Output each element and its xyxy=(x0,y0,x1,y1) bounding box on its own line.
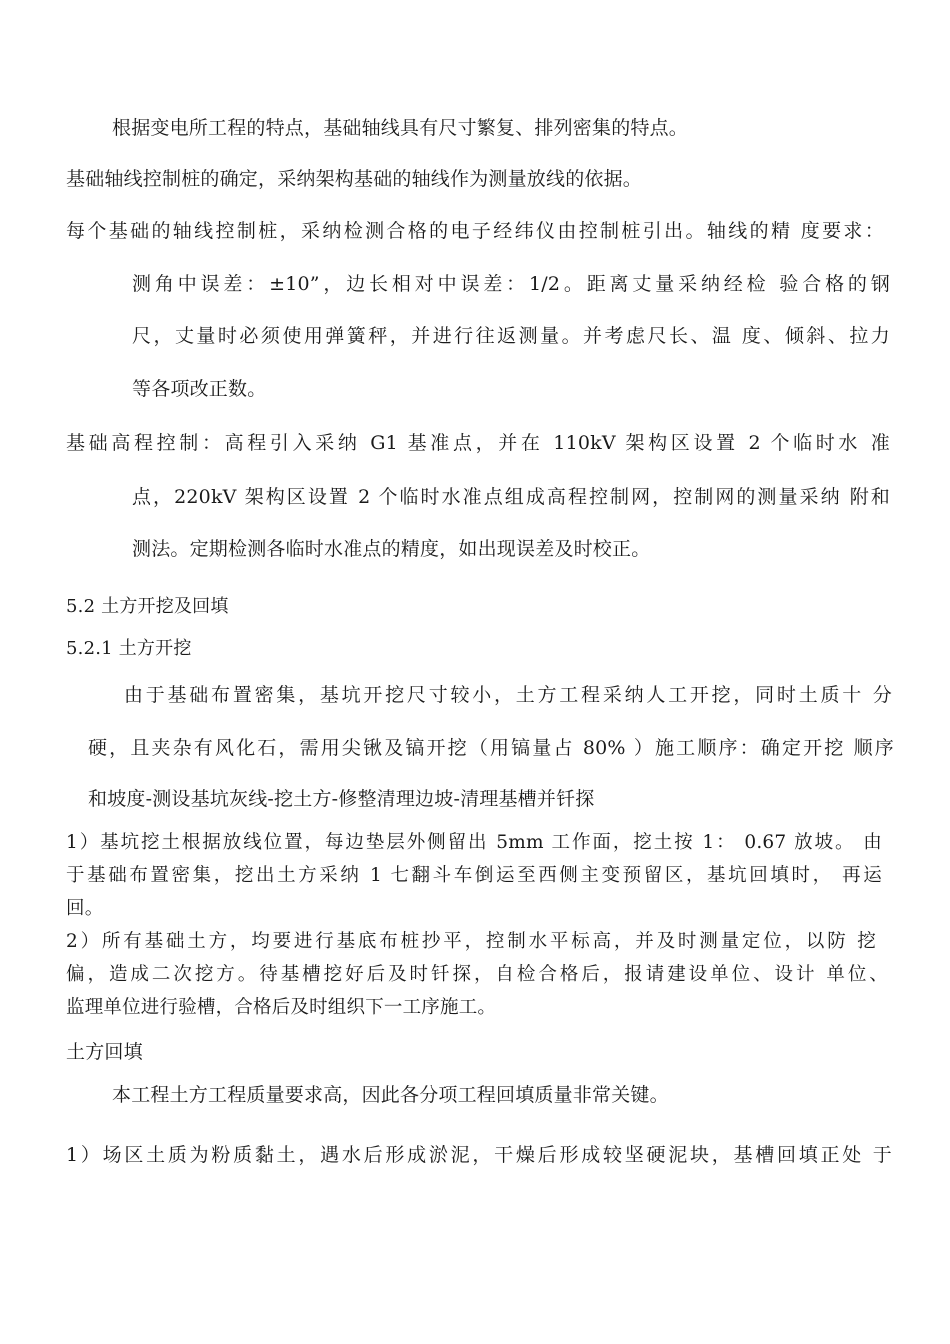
paragraph-line: 监理单位进行验槽，合格后及时组织下一工序施工。 xyxy=(66,997,497,1018)
paragraph-line: 2）所有基础土方，均要进行基底布桩抄平，控制水平标高，并及时测量定位，以防 挖 xyxy=(66,931,876,952)
subsection-heading: 5.2.1 土方开挖 xyxy=(66,638,192,659)
section-heading: 土方回填 xyxy=(66,1041,143,1063)
paragraph-line: 等各项改正数。 xyxy=(132,378,267,400)
paragraph-line: 根据变电所工程的特点，基础轴线具有尺寸繁复、排列密集的特点。 xyxy=(112,117,689,139)
paragraph-line: 本工程土方工程质量要求高，因此各分项工程回填质量非常关键。 xyxy=(112,1084,669,1106)
paragraph-line: 测角中误差：±10”，边长相对中误差：1/2。距离丈量采纳经检 验合格的钢 xyxy=(132,273,890,295)
paragraph-line: 1）基坑挖土根据放线位置，每边垫层外侧留出 5mm 工作面，挖土按 1： 0.67 放坡。 由 xyxy=(66,832,882,853)
paragraph-line: 尺，丈量时必须使用弹簧秤，并进行往返测量。并考虑尺长、温 度、倾斜、拉力 xyxy=(132,325,890,347)
paragraph-line: 硬，且夹杂有风化石，需用尖锹及镐开挖（用镐量占 80% ）施工顺序：确定开挖 顺序 xyxy=(88,737,894,759)
paragraph-line: 每个基础的轴线控制桩，采纳检测合格的电子经纬仪由控制桩引出。轴线的精 度要求： xyxy=(66,220,884,242)
paragraph-line: 于基础布置密集，挖出土方采纳 1 七翻斗车倒运至西侧主变预留区，基坑回填时， 再运 xyxy=(66,865,882,886)
paragraph-line: 和坡度-测设基坑灰线-挖土方-修整清理边坡-清理基槽并钎探 xyxy=(88,788,595,810)
paragraph-line: 测法。定期检测各临时水准点的精度，如出现误差及时校正。 xyxy=(132,538,651,560)
paragraph-line: 1）场区土质为粉质黏土，遇水后形成淤泥，干燥后形成较坚硬泥块，基槽回填正处 于 xyxy=(66,1144,892,1166)
paragraph-line: 偏，造成二次挖方。待基槽挖好后及时钎探，自检合格后，报请建设单位、设计 单位、 xyxy=(66,964,888,985)
paragraph-line: 回。 xyxy=(66,898,104,919)
paragraph-line: 基础高程控制：高程引入采纳 G1 基准点，并在 110kV 架构区设置 2 个临时水 准 xyxy=(66,432,890,454)
section-heading: 5.2 土方开挖及回填 xyxy=(66,596,229,617)
paragraph-line: 基础轴线控制桩的确定，采纳架构基础的轴线作为测量放线的依据。 xyxy=(66,168,643,190)
paragraph-line: 点，220kV 架构区设置 2 个临时水准点组成高程控制网，控制网的测量采纳 附和 xyxy=(132,486,890,508)
paragraph-line: 由于基础布置密集，基坑开挖尺寸较小，土方工程采纳人工开挖，同时土质十 分 xyxy=(124,684,892,706)
